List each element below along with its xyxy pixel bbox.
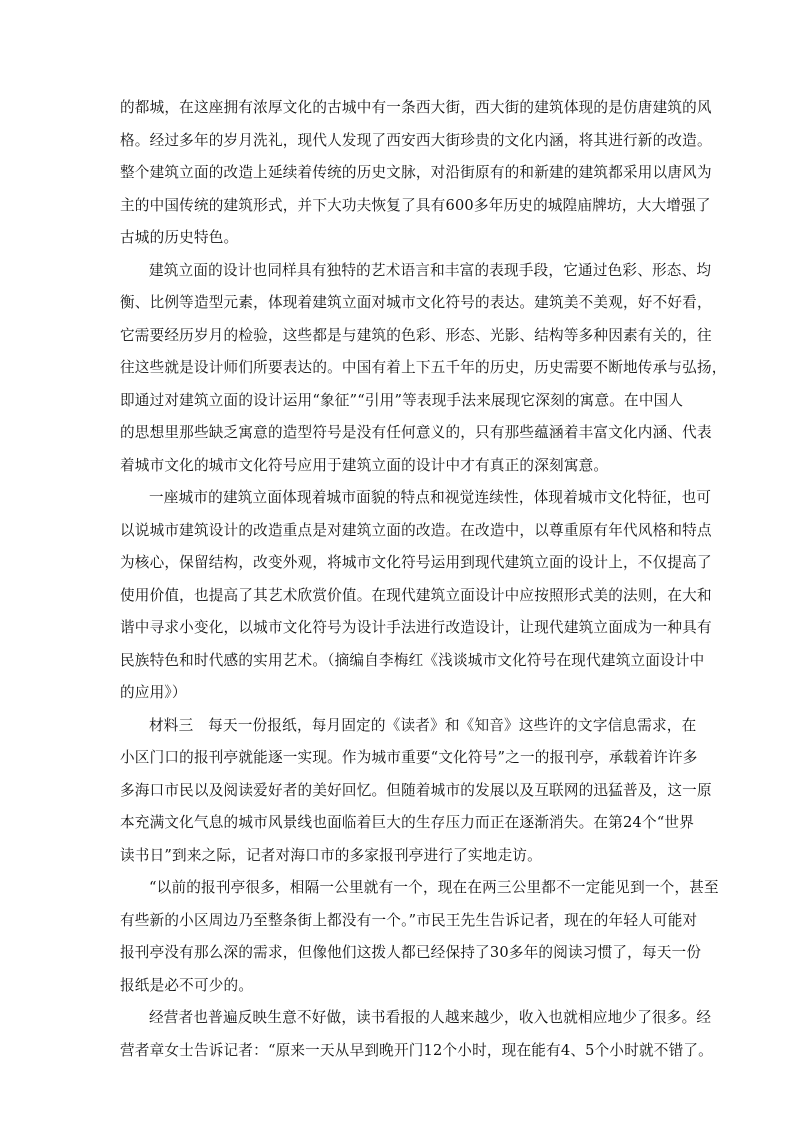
text-line: 建筑立面的设计也同样具有独特的艺术语言和丰富的表现手段，它通过色彩、形态、均 xyxy=(149,261,712,279)
text-line: 它需要经历岁月的检验，这些都是与建筑的色彩、形态、光影、结构等多种因素有关的，往 xyxy=(120,326,712,344)
text-line: 民族特色和时代感的实用艺术。（摘编自李梅红《浅谈城市文化符号在现代建筑立面设计中 xyxy=(120,651,705,669)
text-line: “以前的报刊亭很多，相隔一公里就有一个，现在在两三公里都不一定能见到一个，甚至 xyxy=(149,879,719,896)
text-line: 古城的历史特色。 xyxy=(120,229,239,246)
text-line: 即通过对建筑立面的设计运用“象征”“引用”等表现手法来展现它深刻的寓意。在中国人 xyxy=(120,391,684,409)
text-line: 材料三 每天一份报纸，每月固定的《读者》和《知音》这些许的文字信息需求，在 xyxy=(149,716,697,734)
text-line: 主的中国传统的建筑形式，并下大功夫恢复了具有600多年历史的城隍庙牌坊，大大增强了 xyxy=(120,196,711,214)
paragraph-2 xyxy=(120,255,727,483)
text-line: 的应用》） xyxy=(120,684,187,701)
text-line: 营者章女士告诉记者：“原来一天从早到晚开门12个小时，现在能有4、5个小时就不错了。 xyxy=(120,1041,713,1059)
paragraph-3 xyxy=(120,482,712,710)
paragraph-6 xyxy=(120,1002,713,1067)
text-line: 使用价值，也提高了其艺术欣赏价值。在现代建筑立面设计中应按照形式美的法则，在大和 xyxy=(120,586,712,604)
text-line: 衡、比例等造型元素，体现着建筑立面对城市文化符号的表达。建筑美不美观，好不好看， xyxy=(120,294,712,311)
text-line: 有些新的小区周边乃至整条街上都没有一个。”市民王先生告诉记者，现在的年轻人可能对 xyxy=(120,911,698,929)
text-line: 整个建筑立面的改造上延续着传统的历史文脉，对沿街原有的和新建的建筑都采用以唐风为 xyxy=(120,164,712,181)
document-page xyxy=(120,92,727,1067)
text-line: 经营者也普遍反映生意不好做，读书看报的人越来越少，收入也就相应地少了很多。经 xyxy=(149,1009,712,1026)
text-line: 的都城，在这座拥有浓厚文化的古城中有一条西大街，西大街的建筑体现的是仿唐建筑的风 xyxy=(120,99,712,116)
text-line: 为核心，保留结构，改变外观，将城市文化符号运用到现代建筑立面的设计上，不仅提高了 xyxy=(120,554,712,571)
paragraph-1 xyxy=(120,92,712,255)
text-line: 小区门口的报刊亭就能逐一实现。作为城市重要“文化符号”之一的报刊亭，承载着许许多 xyxy=(120,749,698,766)
text-line: 谐中寻求小变化，以城市文化符号为设计手法进行改造设计，让现代建筑立面成为一种具有 xyxy=(120,619,712,636)
text-line: 的思想里那些缺乏寓意的造型符号是没有任何意义的，只有那些蕴涵着丰富文化内涵、代表 xyxy=(120,424,712,441)
text-line: 报纸是必不可少的。 xyxy=(120,976,254,994)
text-line: 本充满文化气息的城市风景线也面临着巨大的生存压力而正在逐渐消失。在第24个“世界 xyxy=(120,814,695,831)
text-line: 多海口市民以及阅读爱好者的美好回忆。但随着城市的发展以及互联网的迅猛普及，这一原 xyxy=(120,781,712,799)
text-line: 格。经过多年的岁月洗礼，现代人发现了西安西大街珍贵的文化内涵，将其进行新的改造。 xyxy=(120,131,712,149)
text-line: 读书日”到来之际，记者对海口市的多家报刊亭进行了实地走访。 xyxy=(120,846,542,864)
text-line: 一座城市的建筑立面体现着城市面貌的特点和视觉连续性，体现着城市文化特征，也可 xyxy=(149,489,712,506)
text-line: 往这些就是设计师们所要表达的。中国有着上下五千年的历史，历史需要不断地传承与弘扬， xyxy=(120,359,727,376)
text-line: 着城市文化的城市文化符号应用于建筑立面的设计中才有真正的深刻寓意。 xyxy=(120,456,609,474)
text-line: 报刊亭没有那么深的需求，但像他们这拨人都已经保持了30多年的阅读习惯了，每天一份 xyxy=(120,944,702,961)
text-line: 以说城市建筑设计的改造重点是对建筑立面的改造。在改造中，以尊重原有年代风格和特点 xyxy=(120,521,712,539)
paragraph-5 xyxy=(120,872,719,1002)
paragraph-4 xyxy=(120,710,712,873)
